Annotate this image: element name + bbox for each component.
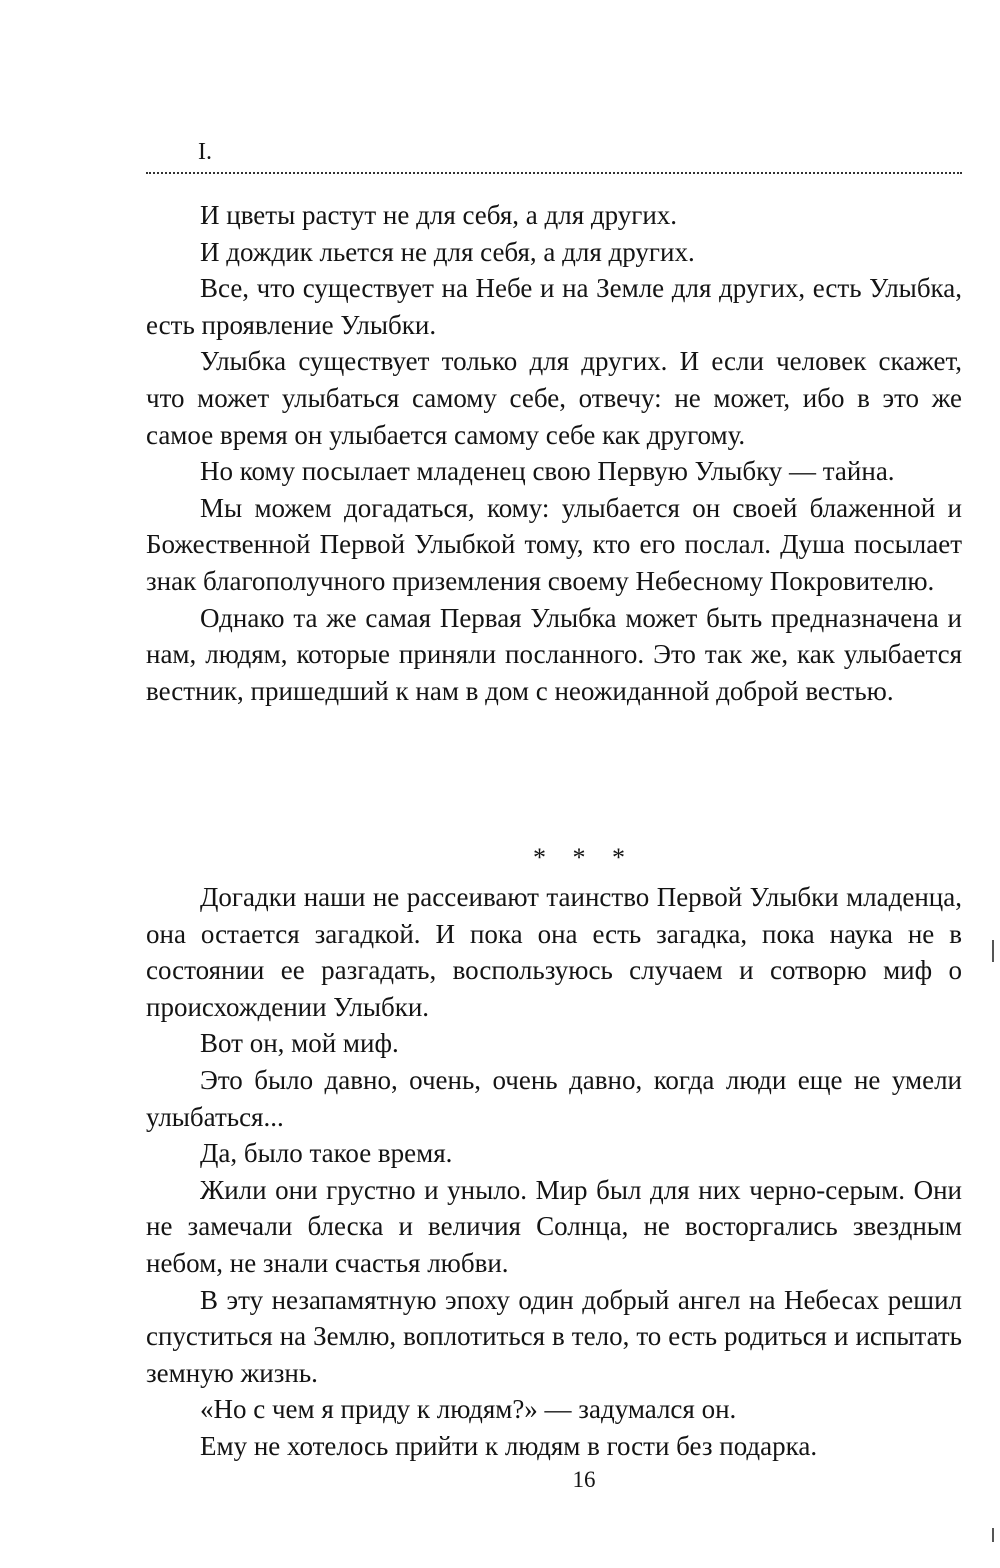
paragraph: Все, что существует на Небе и на Земле для других, есть Улыбка, есть проявление Улыбки. (146, 273, 962, 340)
paragraph: Это было давно, очень, очень давно, когда люди еще не умели улыбаться... (146, 1064, 962, 1132)
paragraph: И цветы растут не для себя, а для других. (200, 200, 678, 230)
paragraph: Улыбка существует только для других. И если человек скажет, что может улыбаться самому себе, отвечу: не может, ибо в это же самое время он улыбается самому себе как другому. (146, 346, 962, 450)
paragraph: Но кому посылает младенец свою Первую Улыбку — тайна. (200, 456, 895, 487)
section-one (146, 197, 962, 709)
paragraph: Да, было такое время. (200, 1138, 453, 1169)
paragraph: «Но с чем я приду к людям?» — задумался он. (200, 1394, 737, 1425)
section-separator: * * * (533, 843, 635, 872)
chapter-number: I. (198, 139, 212, 165)
page-number: 16 (572, 1467, 596, 1492)
scan-margin-mark (992, 1528, 994, 1542)
paragraph: Ему не хотелось прийти к людям в гости без подарка. (200, 1430, 818, 1461)
paragraph: Жили они грустно и уныло. Мир был для них черно-серым. Они не замечали блеска и величия Солнца, не восторгались звездным небом, не знали счастья любви. (146, 1174, 962, 1278)
paragraph: Мы можем догадаться, кому: улыбается он своей блаженной и Божественной Первой Улыбкой тому, кто его послал. Душа посылает знак благополучного приземления своему Небесному Покровителю. (146, 492, 962, 596)
paragraph: В эту незапамятную эпоху один добрый ангел на Небесах решил спуститься на Землю, воплотиться в тело, то есть родиться и испытать земную жизнь. (146, 1284, 962, 1388)
dotted-divider (146, 172, 962, 174)
paragraph: Однако та же самая Первая Улыбка может быть предназначена и нам, людям, которые приняли посланного. Это так же, как улыбается вестник, пришедший к нам в дом с неожиданной доброй вестью. (146, 602, 962, 706)
paragraph: Догадки наши не рассеивают таинство Первой Улыбки младенца, она остается загадкой. И пока она есть загадка, пока наука не в состоянии ее разгадать, воспользуюсь случаем и сотворю миф о происхождении Улыбки. (146, 882, 962, 1022)
paragraph: И дождик льется не для себя, а для других. (200, 236, 695, 267)
scan-margin-mark (992, 940, 994, 962)
section-two (146, 879, 962, 1465)
paragraph: Вот он, мой миф. (200, 1028, 399, 1059)
